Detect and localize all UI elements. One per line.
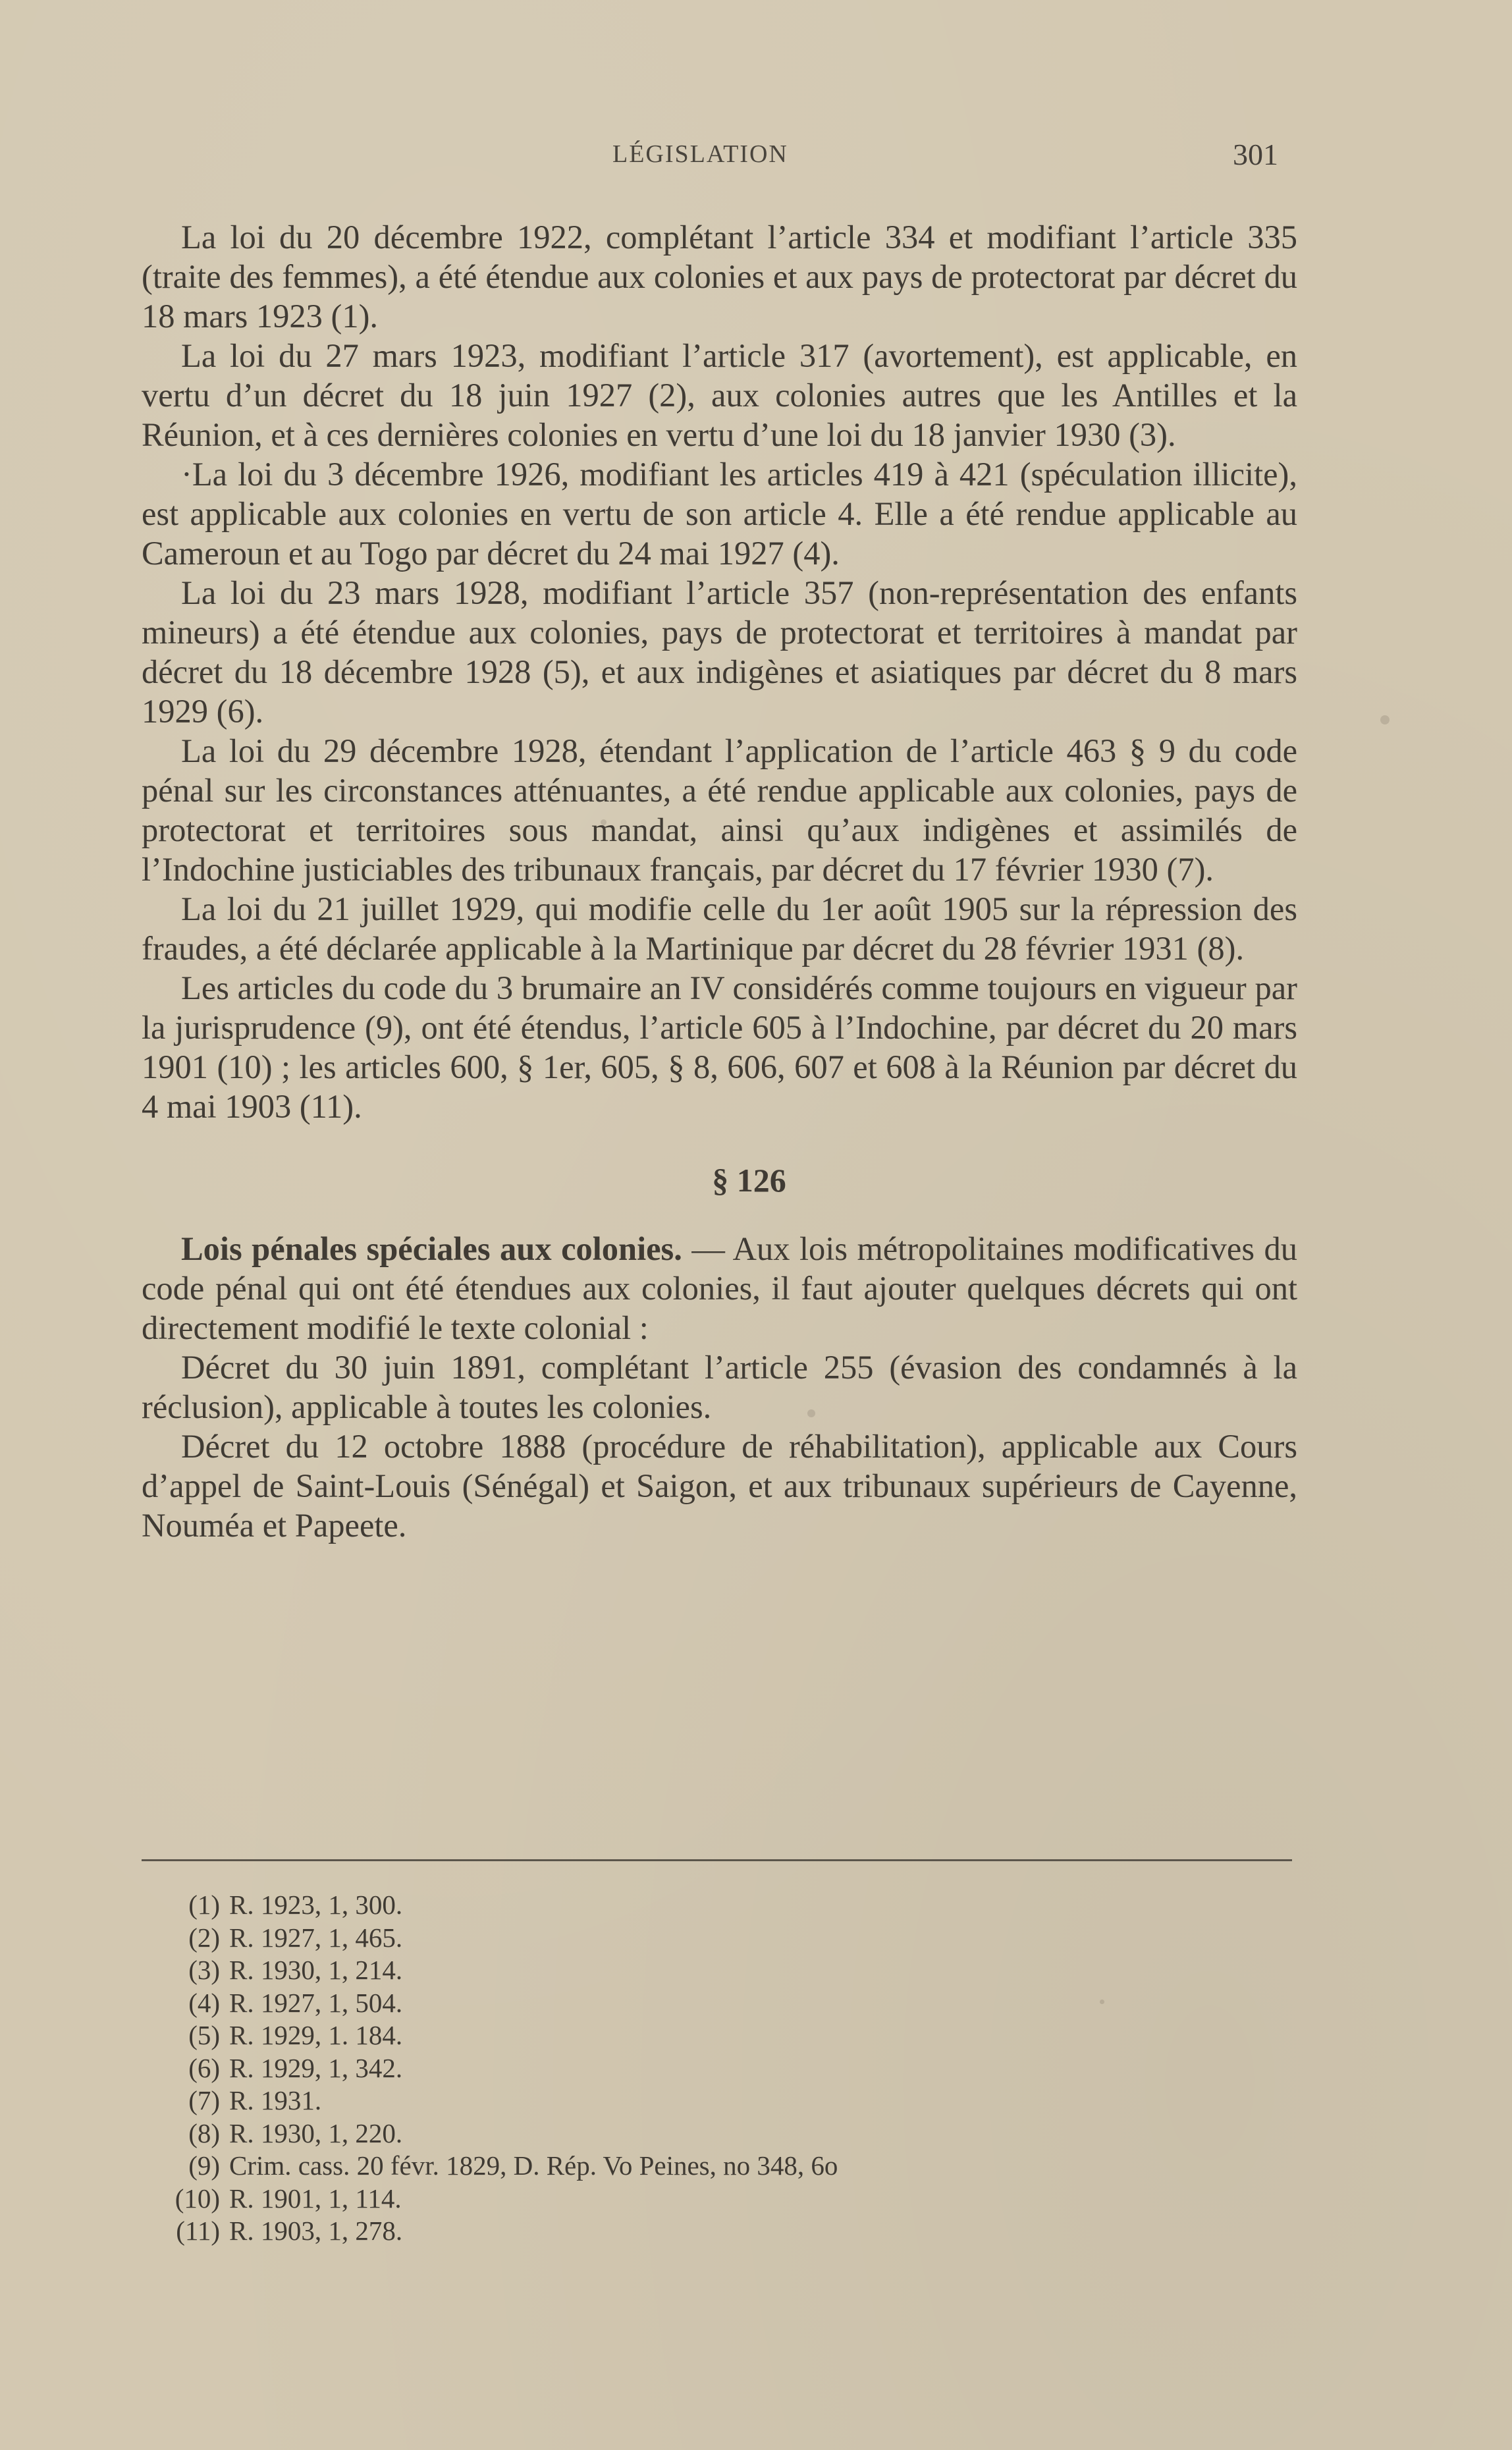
footnote-text: R. 1931. [229, 2085, 322, 2115]
paragraph: Décret du 12 octobre 1888 (procédure de réhabilitation), applicable aux Cours d’appel de Saint-Louis (Sénégal) et Saigon, et aux tribunaux supérieurs de Cayenne, Nouméa et Papeete. [142, 1428, 1297, 1544]
footnote-text: R. 1927, 1, 504. [229, 1987, 403, 2018]
footnote [155, 1954, 1274, 1987]
footnote-number: (8) [188, 2117, 220, 2148]
footnote [155, 1922, 1274, 1955]
footnote [155, 2052, 1274, 2085]
footnote-text: R. 1927, 1, 465. [229, 1922, 403, 1953]
footnote-text: R. 1930, 1, 220. [229, 2117, 403, 2148]
paper-speck [1380, 715, 1390, 724]
paragraph: La loi du 29 décembre 1928, étendant l’application de l’article 463 § 9 du code pénal sur les circonstances atténuantes, a été rendue applicable aux colonies, pays de protectorat et territoires sous mandat, ainsi qu’aux indigènes et assimilés de l’Indochine justiciables des tribunaux français, par décret du 17 février 1930 (7). [142, 732, 1297, 888]
footnote [155, 2183, 1274, 2216]
paragraph: ·La loi du 3 décembre 1926, modifiant les articles 419 à 421 (spéculation illicite), est applicable aux colonies en vertu de son article 4. Elle a été rendue applicable au Cameroun et au Togo par décret du 24 mai 1927 (4). [142, 456, 1297, 572]
footnote [155, 2150, 1274, 2183]
footnote-text: Crim. cass. 20 févr. 1829, D. Rép. Vo Peines, no 348, 6o [229, 2150, 838, 2181]
paragraph: La loi du 20 décembre 1922, complétant l’article 334 et modifiant l’article 335 (traite des femmes), a été étendue aux colonies et aux pays de protectorat par décret du 18 mars 1923 (1). [142, 219, 1297, 335]
paragraph: La loi du 21 juillet 1929, qui modifie celle du 1er août 1905 sur la répression des fraudes, a été déclarée applicable à la Martinique par décret du 28 février 1931 (8). [142, 890, 1297, 967]
footnote-number: (7) [188, 2085, 220, 2115]
footnote-text: R. 1930, 1, 214. [229, 1955, 403, 1985]
footnote [155, 1987, 1274, 2020]
footnote [155, 2117, 1274, 2150]
footnote-number: (2) [188, 1922, 220, 1953]
running-head [0, 140, 1512, 179]
footnote-number: (4) [188, 1987, 220, 2018]
footnote-text: R. 1901, 1, 114. [229, 2183, 402, 2214]
body-text [142, 217, 1297, 1545]
footnote-rule [142, 1859, 1292, 1861]
footnote-text: R. 1929, 1. 184. [229, 2020, 403, 2050]
section-lead-title: Lois pénales spéciales aux colonies. [181, 1230, 682, 1267]
footnote [155, 2215, 1274, 2248]
footnotes [155, 1889, 1274, 2248]
footnote [155, 1889, 1274, 1922]
footnote-number: (6) [188, 2052, 220, 2083]
paragraph: Décret du 30 juin 1891, complétant l’article 255 (évasion des condamnés à la réclusion), applicable à toutes les colonies. [142, 1349, 1297, 1425]
section-heading: § 126 [712, 1162, 786, 1199]
footnote [155, 2084, 1274, 2117]
footnote-number: (11) [176, 2216, 220, 2246]
paragraph: La loi du 27 mars 1923, modifiant l’article 317 (avortement), est applicable, en vertu d’un décret du 18 juin 1927 (2), aux colonies autres que les Antilles et la Réunion, et à ces dernières colonies en vertu d’une loi du 18 janvier 1930 (3). [142, 337, 1297, 453]
running-title: LÉGISLATION [612, 140, 788, 168]
section-intro-paragraph [142, 1229, 1297, 1348]
footnote-number: (10) [175, 2183, 220, 2214]
footnote-number: (3) [188, 1955, 220, 1985]
section-intro-text: — Aux lois métropolitaines modificatives du code pénal qui ont été étendues aux colonies, il faut ajouter quelques décrets qui ont directement modifié le texte colonial : [142, 1230, 1297, 1346]
footnote-text: R. 1903, 1, 278. [229, 2216, 403, 2246]
page-number: 301 [1233, 138, 1278, 171]
footnote-text: R. 1923, 1, 300. [229, 1890, 403, 1920]
paragraph: La loi du 23 mars 1928, modifiant l’article 357 (non-représentation des enfants mineurs) a été étendue aux colonies, pays de protectorat et territoires à mandat par décret du 18 décembre 1928 (5), et aux indigènes et asiatiques par décret du 8 mars 1929 (6). [142, 574, 1297, 730]
footnote-number: (5) [188, 2020, 220, 2050]
footnote-number: (9) [188, 2150, 220, 2181]
paragraph: Les articles du code du 3 brumaire an IV considérés comme toujours en vigueur par la jurisprudence (9), ont été étendus, l’article 605 à l’Indochine, par décret du 20 mars 1901 (10) ; les articles 600, § 1er, 605, § 8, 606, 607 et 608 à la Réunion par décret du 4 mai 1903 (11). [142, 969, 1297, 1125]
footnote-text: R. 1929, 1, 342. [229, 2052, 403, 2083]
footnote [155, 2019, 1274, 2052]
footnote-number: (1) [188, 1890, 220, 1920]
